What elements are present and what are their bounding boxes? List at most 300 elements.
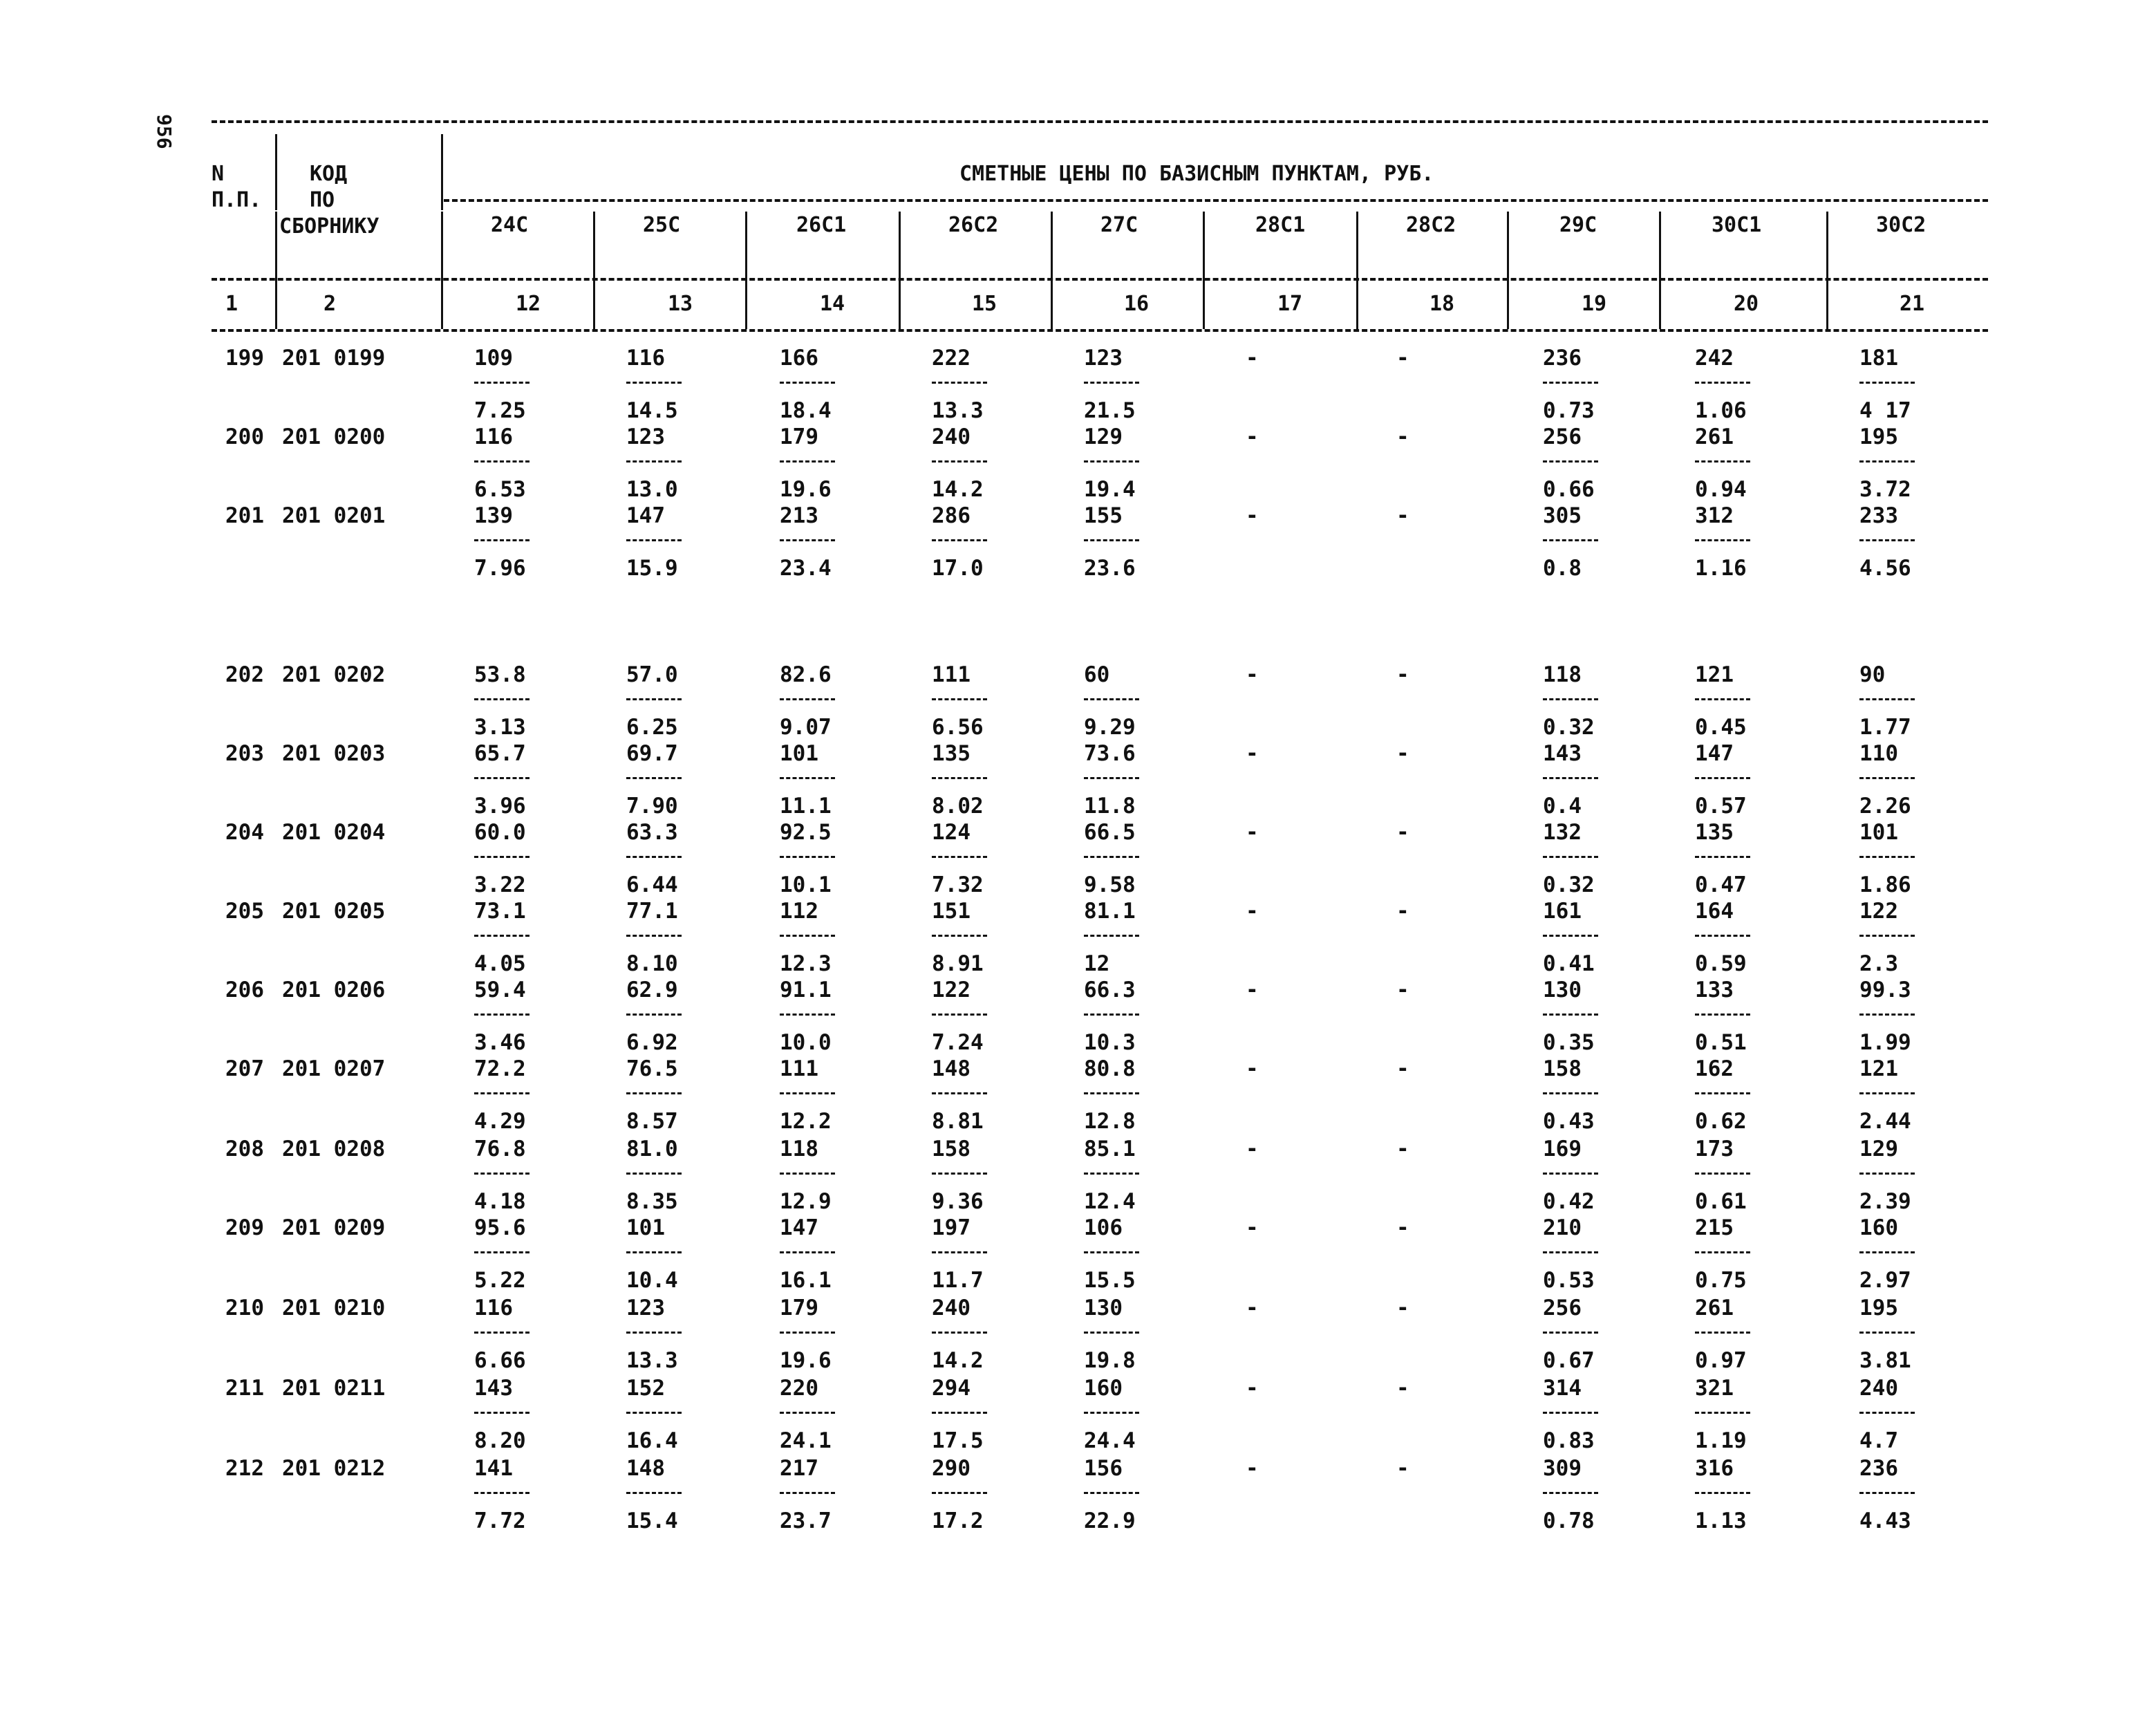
row-code: 201 0208	[282, 1137, 386, 1161]
fraction-rule	[1695, 1251, 1750, 1253]
price-denominator: 3.22	[474, 872, 526, 897]
price-numerator: 123	[626, 1296, 665, 1320]
header-mid-rule	[212, 278, 1988, 281]
fraction-rule	[932, 382, 987, 384]
price-denominator: 0.97	[1695, 1348, 1747, 1373]
fraction-rule	[474, 1173, 529, 1175]
price-numerator: 91.1	[780, 978, 832, 1002]
price-numerator: 210	[1543, 1215, 1582, 1240]
empty-price-dash: -	[1246, 1456, 1259, 1481]
price-numerator: 66.5	[1084, 820, 1136, 845]
price-denominator: 1.13	[1695, 1509, 1747, 1533]
price-numerator: 123	[1084, 346, 1123, 371]
price-denominator: 3.46	[474, 1030, 526, 1055]
price-denominator: 0.4	[1543, 794, 1582, 819]
price-denominator: 0.45	[1695, 715, 1747, 740]
row-number: 201	[225, 503, 264, 528]
empty-price-dash: -	[1246, 741, 1259, 766]
empty-price-dash: -	[1246, 1215, 1259, 1240]
price-numerator: 147	[780, 1215, 818, 1240]
price-denominator: 0.35	[1543, 1030, 1595, 1055]
row-code: 201 0209	[282, 1215, 386, 1240]
fraction-rule	[626, 1251, 682, 1253]
price-denominator: 7.72	[474, 1509, 526, 1533]
fraction-rule	[1543, 1092, 1598, 1094]
fraction-rule	[1859, 539, 1915, 541]
price-denominator: 14.2	[932, 1348, 984, 1373]
price-numerator: 217	[780, 1456, 818, 1481]
fraction-rule	[1084, 1092, 1139, 1094]
fraction-rule	[474, 935, 529, 937]
fraction-rule	[626, 935, 682, 937]
price-numerator: 53.8	[474, 662, 526, 687]
price-denominator: 4.56	[1859, 556, 1911, 581]
fraction-rule	[1084, 777, 1139, 779]
price-denominator: 0.83	[1543, 1428, 1595, 1453]
column-divider	[1507, 212, 1509, 329]
fraction-rule	[1543, 1014, 1598, 1016]
price-denominator: 15.5	[1084, 1268, 1136, 1293]
fraction-rule	[1695, 539, 1750, 541]
price-numerator: 195	[1859, 1296, 1898, 1320]
fraction-rule	[1084, 1014, 1139, 1016]
fraction-rule	[1859, 1092, 1915, 1094]
fraction-rule	[1695, 1173, 1750, 1175]
price-denominator: 2.3	[1859, 951, 1898, 976]
row-code: 201 0211	[282, 1376, 386, 1401]
fraction-rule	[1859, 1332, 1915, 1334]
price-numerator: 305	[1543, 503, 1582, 528]
empty-price-dash: -	[1246, 820, 1259, 845]
price-numerator: 77.1	[626, 899, 678, 924]
fraction-rule	[780, 460, 835, 463]
price-denominator: 7.32	[932, 872, 984, 897]
fraction-rule	[780, 698, 835, 700]
fraction-rule	[780, 1173, 835, 1175]
price-numerator: 116	[474, 1296, 513, 1320]
price-numerator: 82.6	[780, 662, 832, 687]
fraction-rule	[474, 1492, 529, 1494]
fraction-rule	[1543, 1332, 1598, 1334]
price-denominator: 9.29	[1084, 715, 1136, 740]
price-numerator: 129	[1084, 424, 1123, 449]
price-denominator: 0.62	[1695, 1109, 1747, 1134]
price-numerator: 215	[1695, 1215, 1734, 1240]
price-denominator: 12.4	[1084, 1189, 1136, 1214]
price-denominator: 4 17	[1859, 398, 1911, 423]
price-denominator: 23.7	[780, 1509, 832, 1533]
empty-price-dash: -	[1396, 1296, 1409, 1320]
fraction-rule	[626, 1092, 682, 1094]
price-denominator: 12.3	[780, 951, 832, 976]
price-numerator: 148	[626, 1456, 665, 1481]
fraction-rule	[626, 382, 682, 384]
price-denominator: 12.8	[1084, 1109, 1136, 1134]
price-numerator: 309	[1543, 1456, 1582, 1481]
price-denominator: 4.18	[474, 1189, 526, 1214]
price-denominator: 11.7	[932, 1268, 984, 1293]
column-number: 17	[1277, 292, 1303, 316]
price-denominator: 9.58	[1084, 872, 1136, 897]
price-denominator: 0.51	[1695, 1030, 1747, 1055]
price-numerator: 181	[1859, 346, 1898, 371]
price-denominator: 19.4	[1084, 477, 1136, 502]
price-denominator: 6.25	[626, 715, 678, 740]
empty-price-dash: -	[1396, 978, 1409, 1002]
price-numerator: 60.0	[474, 820, 526, 845]
price-denominator: 8.10	[626, 951, 678, 976]
price-numerator: 139	[474, 503, 513, 528]
price-denominator: 3.13	[474, 715, 526, 740]
price-denominator: 8.81	[932, 1109, 984, 1134]
price-denominator: 22.9	[1084, 1509, 1136, 1533]
price-denominator: 8.35	[626, 1189, 678, 1214]
price-numerator: 73.1	[474, 899, 526, 924]
price-numerator: 116	[626, 346, 665, 371]
empty-price-dash: -	[1396, 741, 1409, 766]
fraction-rule	[474, 856, 529, 858]
price-numerator: 72.2	[474, 1056, 526, 1081]
column-divider	[1826, 212, 1828, 329]
row-code: 201 0203	[282, 741, 386, 766]
fraction-rule	[932, 1412, 987, 1414]
price-numerator: 160	[1859, 1215, 1898, 1240]
price-numerator: 233	[1859, 503, 1898, 528]
price-numerator: 63.3	[626, 820, 678, 845]
price-denominator: 10.1	[780, 872, 832, 897]
fraction-rule	[780, 1014, 835, 1016]
fraction-rule	[1695, 1492, 1750, 1494]
price-denominator: 6.92	[626, 1030, 678, 1055]
column-header: 24С	[491, 213, 529, 237]
price-denominator: 0.59	[1695, 951, 1747, 976]
fraction-rule	[1859, 382, 1915, 384]
price-numerator: 109	[474, 346, 513, 371]
row-number: 202	[225, 662, 264, 687]
column-number: 18	[1429, 292, 1455, 316]
price-denominator: 11.1	[780, 794, 832, 819]
fraction-rule	[932, 460, 987, 463]
row-code: 201 0205	[282, 899, 386, 924]
price-numerator: 166	[780, 346, 818, 371]
price-denominator: 0.66	[1543, 477, 1595, 502]
fraction-rule	[1543, 935, 1598, 937]
fraction-rule	[1859, 1251, 1915, 1253]
price-numerator: 111	[932, 662, 971, 687]
price-denominator: 16.4	[626, 1428, 678, 1453]
fraction-rule	[474, 698, 529, 700]
fraction-rule	[1084, 856, 1139, 858]
price-denominator: 11.8	[1084, 794, 1136, 819]
fraction-rule	[1859, 1014, 1915, 1016]
fraction-rule	[780, 1412, 835, 1414]
price-numerator: 121	[1859, 1056, 1898, 1081]
fraction-rule	[626, 1332, 682, 1334]
row-number: 208	[225, 1137, 264, 1161]
empty-price-dash: -	[1246, 978, 1259, 1002]
price-numerator: 111	[780, 1056, 818, 1081]
price-denominator: 16.1	[780, 1268, 832, 1293]
price-denominator: 2.26	[1859, 794, 1911, 819]
price-numerator: 81.1	[1084, 899, 1136, 924]
price-numerator: 65.7	[474, 741, 526, 766]
price-numerator: 76.8	[474, 1137, 526, 1161]
empty-price-dash: -	[1396, 1056, 1409, 1081]
column-number: 15	[972, 292, 997, 316]
price-denominator: 4.29	[474, 1109, 526, 1134]
row-number: 210	[225, 1296, 264, 1320]
price-denominator: 1.77	[1859, 715, 1911, 740]
fraction-rule	[1543, 1251, 1598, 1253]
price-denominator: 19.8	[1084, 1348, 1136, 1373]
fraction-rule	[1084, 460, 1139, 463]
price-denominator: 19.6	[780, 477, 832, 502]
price-numerator: 99.3	[1859, 978, 1911, 1002]
row-code: 201 0206	[282, 978, 386, 1002]
fraction-rule	[932, 1332, 987, 1334]
price-numerator: 316	[1695, 1456, 1734, 1481]
fraction-rule	[474, 460, 529, 463]
column-header: 27С	[1100, 213, 1138, 237]
row-number: 206	[225, 978, 264, 1002]
price-denominator: 13.3	[626, 1348, 678, 1373]
price-numerator: 90	[1859, 662, 1886, 687]
price-denominator: 0.43	[1543, 1109, 1595, 1134]
price-denominator: 3.72	[1859, 477, 1911, 502]
price-denominator: 12.2	[780, 1109, 832, 1134]
header-title-rule	[444, 199, 1988, 202]
column-number: 2	[324, 292, 337, 316]
column-header: 30С2	[1876, 213, 1927, 237]
price-denominator: 0.78	[1543, 1509, 1595, 1533]
row-code: 201 0200	[282, 424, 386, 449]
fraction-rule	[474, 1412, 529, 1414]
column-divider	[1659, 212, 1661, 329]
price-numerator: 312	[1695, 503, 1734, 528]
fraction-rule	[1084, 1251, 1139, 1253]
fraction-rule	[1859, 698, 1915, 700]
fraction-rule	[780, 382, 835, 384]
price-denominator: 0.67	[1543, 1348, 1595, 1373]
price-denominator: 1.16	[1695, 556, 1747, 581]
price-numerator: 73.6	[1084, 741, 1136, 766]
fraction-rule	[780, 539, 835, 541]
row-code: 201 0210	[282, 1296, 386, 1320]
price-denominator: 7.90	[626, 794, 678, 819]
row-number: 200	[225, 424, 264, 449]
price-numerator: 147	[1695, 741, 1734, 766]
price-numerator: 240	[1859, 1376, 1898, 1401]
column-header: 26С2	[948, 213, 999, 237]
empty-price-dash: -	[1396, 346, 1409, 371]
header-n-label: N	[212, 162, 225, 186]
column-divider	[1356, 212, 1358, 329]
fraction-rule	[626, 856, 682, 858]
price-numerator: 236	[1859, 1456, 1898, 1481]
price-numerator: 294	[932, 1376, 971, 1401]
price-numerator: 92.5	[780, 820, 832, 845]
price-numerator: 116	[474, 424, 513, 449]
page-number: 956	[153, 114, 176, 149]
price-numerator: 112	[780, 899, 818, 924]
empty-price-dash: -	[1396, 1376, 1409, 1401]
price-denominator: 0.57	[1695, 794, 1747, 819]
fraction-rule	[932, 777, 987, 779]
header-top-rule	[212, 120, 1988, 123]
fraction-rule	[626, 1014, 682, 1016]
price-denominator: 6.44	[626, 872, 678, 897]
price-numerator: 314	[1543, 1376, 1582, 1401]
price-numerator: 59.4	[474, 978, 526, 1002]
price-denominator: 10.0	[780, 1030, 832, 1055]
price-denominator: 4.05	[474, 951, 526, 976]
row-code: 201 0201	[282, 503, 386, 528]
column-number: 20	[1734, 292, 1759, 316]
price-denominator: 8.91	[932, 951, 984, 976]
fraction-rule	[626, 777, 682, 779]
price-denominator: 10.3	[1084, 1030, 1136, 1055]
price-numerator: 256	[1543, 1296, 1582, 1320]
column-divider	[745, 212, 747, 329]
empty-price-dash: -	[1246, 503, 1259, 528]
price-numerator: 122	[932, 978, 971, 1002]
column-header: 30С1	[1712, 213, 1762, 237]
fraction-rule	[1695, 1092, 1750, 1094]
fraction-rule	[1859, 1173, 1915, 1175]
fraction-rule	[1695, 1332, 1750, 1334]
price-denominator: 2.39	[1859, 1189, 1911, 1214]
price-numerator: 80.8	[1084, 1056, 1136, 1081]
price-numerator: 106	[1084, 1215, 1123, 1240]
row-code: 201 0207	[282, 1056, 386, 1081]
price-denominator: 23.6	[1084, 556, 1136, 581]
fraction-rule	[474, 1014, 529, 1016]
price-denominator: 24.4	[1084, 1428, 1136, 1453]
price-denominator: 0.8	[1543, 556, 1582, 581]
price-denominator: 8.02	[932, 794, 984, 819]
row-number: 204	[225, 820, 264, 845]
price-denominator: 13.3	[932, 398, 984, 423]
column-divider	[1051, 212, 1053, 329]
price-numerator: 76.5	[626, 1056, 678, 1081]
fraction-rule	[780, 777, 835, 779]
empty-price-dash: -	[1246, 1137, 1259, 1161]
price-denominator: 8.20	[474, 1428, 526, 1453]
row-number: 199	[225, 346, 264, 371]
fraction-rule	[1695, 1412, 1750, 1414]
price-denominator: 6.56	[932, 715, 984, 740]
fraction-rule	[932, 856, 987, 858]
fraction-rule	[780, 1332, 835, 1334]
price-denominator: 0.75	[1695, 1268, 1747, 1293]
row-number: 205	[225, 899, 264, 924]
price-denominator: 0.73	[1543, 398, 1595, 423]
row-code: 201 0204	[282, 820, 386, 845]
price-denominator: 1.06	[1695, 398, 1747, 423]
fraction-rule	[474, 382, 529, 384]
price-numerator: 135	[932, 741, 971, 766]
fraction-rule	[626, 1492, 682, 1494]
fraction-rule	[1695, 698, 1750, 700]
price-denominator: 17.2	[932, 1509, 984, 1533]
fraction-rule	[780, 935, 835, 937]
column-number: 16	[1124, 292, 1150, 316]
price-denominator: 1.99	[1859, 1030, 1911, 1055]
fraction-rule	[1084, 1412, 1139, 1414]
price-numerator: 147	[626, 503, 665, 528]
empty-price-dash: -	[1246, 1056, 1259, 1081]
fraction-rule	[1084, 1173, 1139, 1175]
column-divider	[441, 212, 443, 329]
fraction-rule	[780, 1251, 835, 1253]
price-denominator: 23.4	[780, 556, 832, 581]
price-denominator: 15.9	[626, 556, 678, 581]
fraction-rule	[1084, 698, 1139, 700]
row-code: 201 0202	[282, 662, 386, 687]
header-bottom-rule	[212, 329, 1988, 332]
empty-price-dash: -	[1396, 1215, 1409, 1240]
price-numerator: 179	[780, 1296, 818, 1320]
column-divider	[1203, 212, 1205, 329]
price-numerator: 122	[1859, 899, 1898, 924]
fraction-rule	[1543, 460, 1598, 463]
price-numerator: 152	[626, 1376, 665, 1401]
empty-price-dash: -	[1246, 346, 1259, 371]
fraction-rule	[1084, 935, 1139, 937]
empty-price-dash: -	[1396, 1456, 1409, 1481]
price-numerator: 101	[626, 1215, 665, 1240]
empty-price-dash: -	[1396, 1137, 1409, 1161]
column-number: 21	[1900, 292, 1925, 316]
price-denominator: 2.97	[1859, 1268, 1911, 1293]
fraction-rule	[1543, 856, 1598, 858]
price-numerator: 69.7	[626, 741, 678, 766]
price-numerator: 135	[1695, 820, 1734, 845]
price-denominator: 3.96	[474, 794, 526, 819]
price-denominator: 0.42	[1543, 1189, 1595, 1214]
price-denominator: 12.9	[780, 1189, 832, 1214]
column-header: 29С	[1559, 213, 1597, 237]
fraction-rule	[932, 1251, 987, 1253]
price-denominator: 0.94	[1695, 477, 1747, 502]
price-numerator: 236	[1543, 346, 1582, 371]
fraction-rule	[780, 856, 835, 858]
column-header: 25С	[643, 213, 681, 237]
empty-price-dash: -	[1246, 1376, 1259, 1401]
empty-price-dash: -	[1396, 503, 1409, 528]
empty-price-dash: -	[1396, 424, 1409, 449]
price-denominator: 9.07	[780, 715, 832, 740]
price-denominator: 5.22	[474, 1268, 526, 1293]
fraction-rule	[1084, 1332, 1139, 1334]
row-number: 207	[225, 1056, 264, 1081]
price-numerator: 162	[1695, 1056, 1734, 1081]
empty-price-dash: -	[1246, 424, 1259, 449]
column-header: 26С1	[796, 213, 847, 237]
price-numerator: 286	[932, 503, 971, 528]
price-numerator: 158	[1543, 1056, 1582, 1081]
row-code: 201 0212	[282, 1456, 386, 1481]
price-numerator: 173	[1695, 1137, 1734, 1161]
price-denominator: 3.81	[1859, 1348, 1911, 1373]
price-numerator: 143	[474, 1376, 513, 1401]
price-denominator: 1.86	[1859, 872, 1911, 897]
price-numerator: 290	[932, 1456, 971, 1481]
price-numerator: 169	[1543, 1137, 1582, 1161]
price-numerator: 121	[1695, 662, 1734, 687]
price-numerator: 195	[1859, 424, 1898, 449]
fraction-rule	[1859, 935, 1915, 937]
